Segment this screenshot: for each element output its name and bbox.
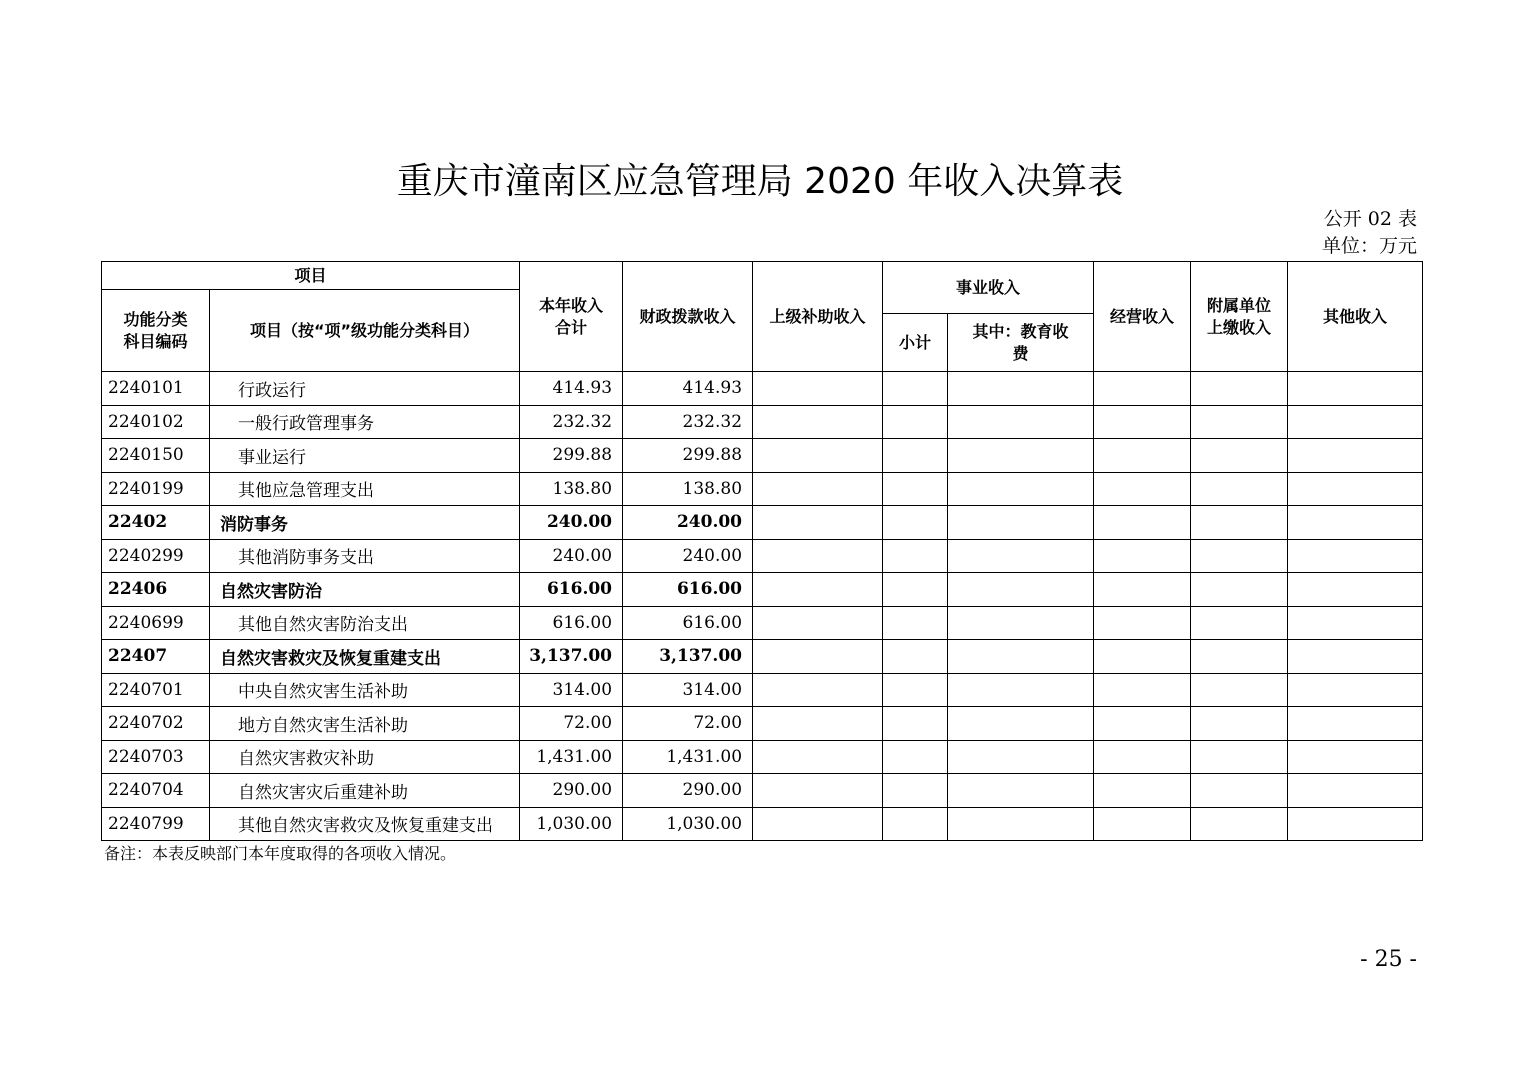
- row-other: [1288, 740, 1423, 774]
- row-name: 自然灾害防治: [210, 573, 520, 607]
- row-code: 22402: [102, 506, 210, 540]
- row-superior: [753, 707, 883, 741]
- row-code: 2240702: [102, 707, 210, 741]
- row-code: 2240299: [102, 539, 210, 573]
- row-superior: [753, 606, 883, 640]
- row-fiscal: 240.00: [623, 506, 753, 540]
- row-education: [948, 807, 1094, 841]
- row-affiliated: [1191, 439, 1288, 473]
- table-row: [102, 439, 1423, 473]
- row-education: [948, 472, 1094, 506]
- row-name: 自然灾害救灾补助: [210, 740, 520, 774]
- table-row: [102, 807, 1423, 841]
- row-education: [948, 573, 1094, 607]
- row-education: [948, 372, 1094, 406]
- table-row: [102, 405, 1423, 439]
- row-operating: [1094, 640, 1191, 674]
- row-education: [948, 439, 1094, 473]
- header-other: 其他收入: [1288, 262, 1423, 372]
- row-operating: [1094, 740, 1191, 774]
- row-operating: [1094, 539, 1191, 573]
- row-fiscal: 314.00: [623, 673, 753, 707]
- row-other: [1288, 807, 1423, 841]
- row-career-subtotal: [883, 774, 948, 808]
- footnote: 备注：本表反映部门本年度取得的各项收入情况。: [104, 844, 457, 863]
- row-code: 2240150: [102, 439, 210, 473]
- row-career-subtotal: [883, 807, 948, 841]
- row-affiliated: [1191, 472, 1288, 506]
- row-fiscal: 72.00: [623, 707, 753, 741]
- row-code: 2240704: [102, 774, 210, 808]
- row-operating: [1094, 573, 1191, 607]
- row-total: 414.93: [520, 372, 623, 406]
- row-affiliated: [1191, 673, 1288, 707]
- row-affiliated: [1191, 539, 1288, 573]
- row-operating: [1094, 807, 1191, 841]
- row-total: 1,030.00: [520, 807, 623, 841]
- row-other: [1288, 539, 1423, 573]
- row-superior: [753, 539, 883, 573]
- row-education: [948, 774, 1094, 808]
- row-superior: [753, 673, 883, 707]
- row-operating: [1094, 472, 1191, 506]
- table-row: [102, 606, 1423, 640]
- row-career-subtotal: [883, 573, 948, 607]
- row-operating: [1094, 405, 1191, 439]
- row-superior: [753, 372, 883, 406]
- header-education: 其中：教育收费: [948, 314, 1094, 372]
- header-total: 本年收入合计: [520, 262, 623, 372]
- row-career-subtotal: [883, 640, 948, 674]
- row-affiliated: [1191, 405, 1288, 439]
- row-operating: [1094, 506, 1191, 540]
- row-name: 自然灾害救灾及恢复重建支出: [210, 640, 520, 674]
- row-fiscal: 616.00: [623, 573, 753, 607]
- header-fiscal: 财政拨款收入: [623, 262, 753, 372]
- header-item-name: 项目（按“项”级功能分类科目）: [210, 290, 520, 372]
- row-name: 中央自然灾害生活补助: [210, 673, 520, 707]
- row-education: [948, 707, 1094, 741]
- row-affiliated: [1191, 807, 1288, 841]
- row-career-subtotal: [883, 506, 948, 540]
- row-career-subtotal: [883, 539, 948, 573]
- row-fiscal: 290.00: [623, 774, 753, 808]
- table-row: [102, 740, 1423, 774]
- row-fiscal: 232.32: [623, 405, 753, 439]
- row-other: [1288, 774, 1423, 808]
- row-total: 290.00: [520, 774, 623, 808]
- row-total: 616.00: [520, 573, 623, 607]
- row-education: [948, 405, 1094, 439]
- table-row: [102, 774, 1423, 808]
- row-education: [948, 606, 1094, 640]
- row-career-subtotal: [883, 707, 948, 741]
- row-operating: [1094, 707, 1191, 741]
- row-name: 其他应急管理支出: [210, 472, 520, 506]
- row-total: 240.00: [520, 506, 623, 540]
- table-row: [102, 539, 1423, 573]
- row-total: 240.00: [520, 539, 623, 573]
- row-fiscal: 1,431.00: [623, 740, 753, 774]
- row-education: [948, 506, 1094, 540]
- row-total: 314.00: [520, 673, 623, 707]
- row-career-subtotal: [883, 740, 948, 774]
- row-code: 2240703: [102, 740, 210, 774]
- row-education: [948, 673, 1094, 707]
- row-superior: [753, 740, 883, 774]
- row-affiliated: [1191, 640, 1288, 674]
- page-number: - 25 -: [1360, 947, 1417, 972]
- row-superior: [753, 405, 883, 439]
- row-name: 其他自然灾害救灾及恢复重建支出: [210, 807, 520, 841]
- row-superior: [753, 506, 883, 540]
- row-code: 2240699: [102, 606, 210, 640]
- row-name: 一般行政管理事务: [210, 405, 520, 439]
- table-row: [102, 506, 1423, 540]
- row-operating: [1094, 774, 1191, 808]
- unit-label: 单位：万元: [1321, 235, 1417, 257]
- row-fiscal: 299.88: [623, 439, 753, 473]
- row-superior: [753, 640, 883, 674]
- table-row: [102, 673, 1423, 707]
- row-other: [1288, 472, 1423, 506]
- table-row: [102, 472, 1423, 506]
- header-superior: 上级补助收入: [753, 262, 883, 372]
- row-total: 1,431.00: [520, 740, 623, 774]
- row-career-subtotal: [883, 439, 948, 473]
- row-name: 行政运行: [210, 372, 520, 406]
- row-operating: [1094, 673, 1191, 707]
- row-fiscal: 138.80: [623, 472, 753, 506]
- row-superior: [753, 439, 883, 473]
- row-education: [948, 640, 1094, 674]
- row-code: 2240102: [102, 405, 210, 439]
- row-operating: [1094, 372, 1191, 406]
- row-other: [1288, 506, 1423, 540]
- row-affiliated: [1191, 740, 1288, 774]
- row-total: 616.00: [520, 606, 623, 640]
- row-career-subtotal: [883, 472, 948, 506]
- row-fiscal: 240.00: [623, 539, 753, 573]
- row-education: [948, 740, 1094, 774]
- row-other: [1288, 439, 1423, 473]
- row-name: 消防事务: [210, 506, 520, 540]
- row-name: 地方自然灾害生活补助: [210, 707, 520, 741]
- table-row: [102, 573, 1423, 607]
- table-body: [102, 372, 1423, 841]
- income-table: [101, 261, 1423, 841]
- table-row: [102, 707, 1423, 741]
- row-code: 22406: [102, 573, 210, 607]
- row-superior: [753, 472, 883, 506]
- row-career-subtotal: [883, 673, 948, 707]
- row-operating: [1094, 439, 1191, 473]
- row-other: [1288, 573, 1423, 607]
- row-code: 2240701: [102, 673, 210, 707]
- row-fiscal: 414.93: [623, 372, 753, 406]
- page-title: 重庆市潼南区应急管理局 2020 年收入决算表: [396, 161, 1124, 202]
- row-operating: [1094, 606, 1191, 640]
- row-other: [1288, 405, 1423, 439]
- row-affiliated: [1191, 774, 1288, 808]
- row-fiscal: 3,137.00: [623, 640, 753, 674]
- row-superior: [753, 807, 883, 841]
- row-other: [1288, 673, 1423, 707]
- header-project: 项目: [102, 262, 520, 290]
- header-func-code: 功能分类科目编码: [102, 290, 210, 372]
- row-name: 其他自然灾害防治支出: [210, 606, 520, 640]
- row-fiscal: 1,030.00: [623, 807, 753, 841]
- row-total: 299.88: [520, 439, 623, 473]
- row-affiliated: [1191, 606, 1288, 640]
- row-name: 自然灾害灾后重建补助: [210, 774, 520, 808]
- header-operating: 经营收入: [1094, 262, 1191, 372]
- row-other: [1288, 640, 1423, 674]
- row-code: 2240101: [102, 372, 210, 406]
- row-name: 其他消防事务支出: [210, 539, 520, 573]
- row-superior: [753, 573, 883, 607]
- row-other: [1288, 707, 1423, 741]
- row-total: 232.32: [520, 405, 623, 439]
- row-name: 事业运行: [210, 439, 520, 473]
- row-career-subtotal: [883, 606, 948, 640]
- row-affiliated: [1191, 372, 1288, 406]
- row-code: 2240799: [102, 807, 210, 841]
- row-fiscal: 616.00: [623, 606, 753, 640]
- form-code: 公开 02 表: [1323, 208, 1417, 230]
- row-affiliated: [1191, 707, 1288, 741]
- row-affiliated: [1191, 573, 1288, 607]
- header-affiliated: 附属单位上缴收入: [1191, 262, 1288, 372]
- row-code: 22407: [102, 640, 210, 674]
- header-subtotal: 小计: [883, 314, 948, 372]
- header-career: 事业收入: [883, 262, 1094, 314]
- row-career-subtotal: [883, 405, 948, 439]
- table-row: [102, 640, 1423, 674]
- row-total: 3,137.00: [520, 640, 623, 674]
- row-code: 2240199: [102, 472, 210, 506]
- row-total: 72.00: [520, 707, 623, 741]
- row-other: [1288, 606, 1423, 640]
- row-other: [1288, 372, 1423, 406]
- table-row: [102, 372, 1423, 406]
- row-career-subtotal: [883, 372, 948, 406]
- row-education: [948, 539, 1094, 573]
- row-superior: [753, 774, 883, 808]
- row-total: 138.80: [520, 472, 623, 506]
- row-affiliated: [1191, 506, 1288, 540]
